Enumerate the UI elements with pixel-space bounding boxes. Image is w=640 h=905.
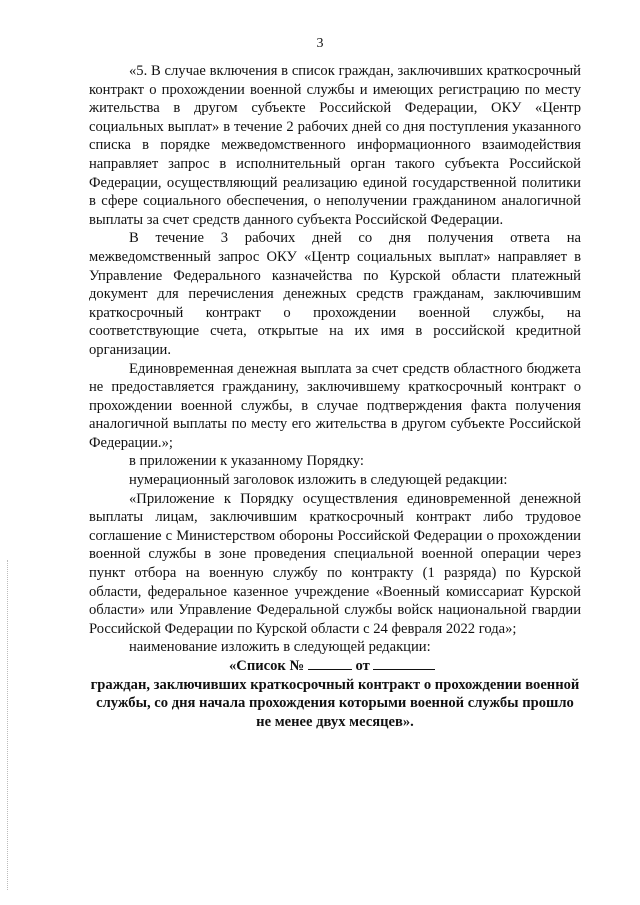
list-title-line	[89, 657, 581, 676]
paragraph-non-payment-condition: Единовременная денежная выплата за счет средств областного бюджета не предоставляется гражданину, заключившему краткосрочный контракт о прохождении военной службы, в случае подтверждения факта получения аналогичной выплаты по месту его жительства в другом субъекте Российской Федерации.»;	[89, 360, 581, 451]
paragraph-item-5: «5. В случае включения в список граждан, заключивших краткосрочный контракт о прохождении военной службы и имеющих регистрацию по месту жительства в другом субъекте Российской Федерации, ОКУ «Центр социальных выплат» в течение 2 рабочих дней со дня поступления указанного списка в порядке межведомственного информационного взаимодействия направляет запрос в исполнительный орган такого субъекта Российской Федерации, осуществляющий реализацию единой государственной политики в сфере социального обеспечения, о неполучении гражданином аналогичной выплаты за счет средств данного субъекта Российской Федерации.	[89, 63, 581, 228]
paragraph-name-instruction: наименование изложить в следующей редакции:	[129, 639, 431, 656]
paragraph-transfer-period: В течение 3 рабочих дней со дня получения ответа на межведомственный запрос ОКУ «Центр социальных выплат» направляет в Управление Федерального казначейства по Курской области платежный документ для перечисления денежных средств гражданам, заключившим краткосрочный контракт о прохождении военной службы, на соответствующие счета, открытые на их имя в российской кредитной организации.	[89, 230, 581, 358]
list-title-middle: от	[355, 658, 370, 674]
list-date-blank	[373, 657, 435, 670]
paragraph-appendix-heading: «Приложение к Порядку осуществления единовременной денежной выплаты лицам, заключившим краткосрочный контракт либо трудовое соглашение с Министерством обороны Российской Федерации о прохождении военной службы в зоне проведения специальной военной операции через пункт отбора на военную службу по контракту (1 разряда) по Курской области, федеральное казенное учреждение «Военный комиссариат Курской области» или Управление Федеральной службы войск национальной гвардии Российской Федерации по Курской области с 24 февраля 2022 года»;	[89, 490, 581, 637]
list-number-blank	[308, 657, 352, 670]
paragraph-appendix-intro: в приложении к указанному Порядку:	[129, 453, 364, 470]
scan-edge-marks	[7, 560, 10, 890]
document-body	[89, 62, 581, 731]
list-title-prefix: «Список №	[229, 658, 305, 674]
page-number: 3	[316, 36, 324, 51]
list-title-body: граждан, заключивших краткосрочный контракт о прохождении военной службы, со дня начала прохождения которыми военной службы прошло не менее двух месяцев».	[90, 676, 580, 730]
paragraph-heading-instruction: нумерационный заголовок изложить в следующей редакции:	[129, 472, 508, 489]
